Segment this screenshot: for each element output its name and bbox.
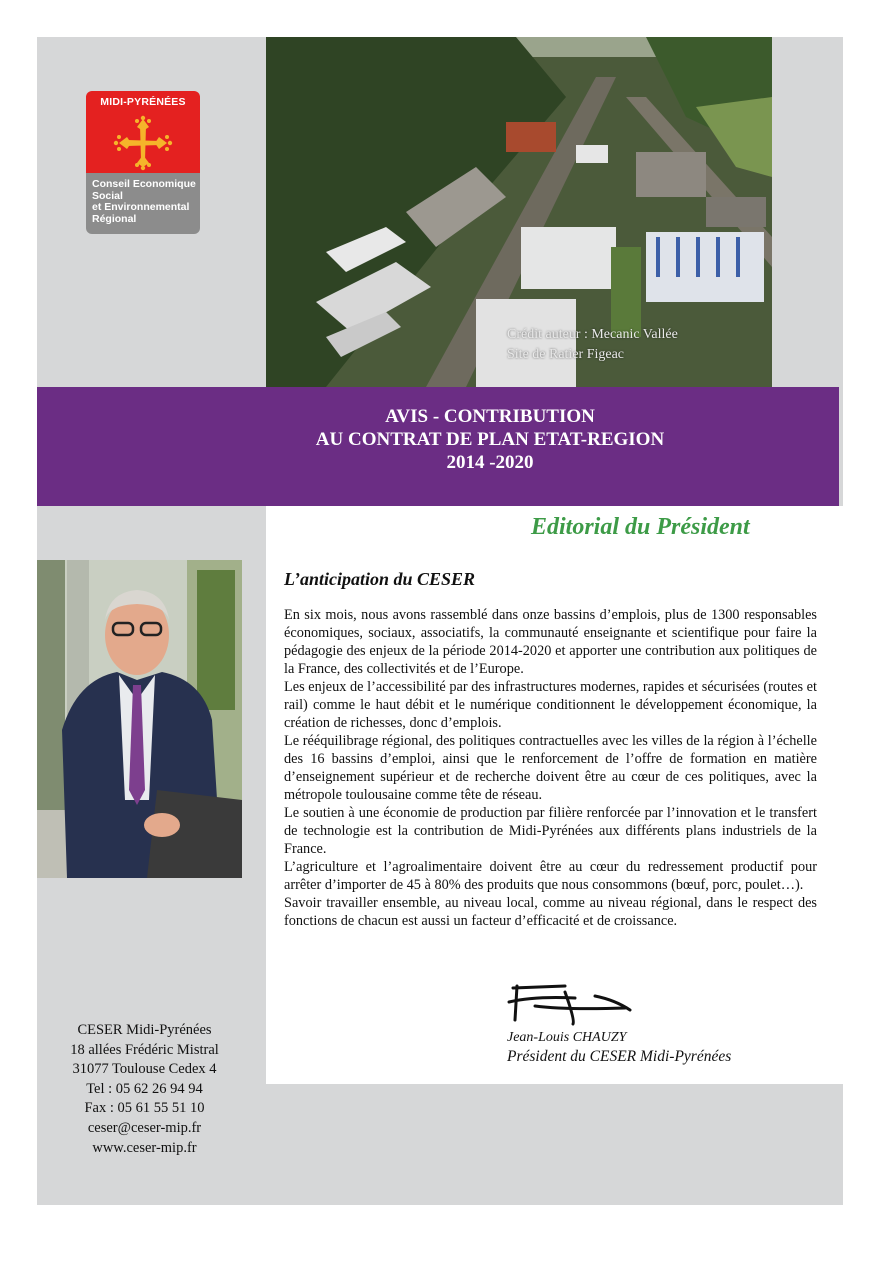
- banner-line-3: 2014 -2020: [446, 452, 534, 473]
- banner-title: [37, 405, 881, 474]
- body-paragraph: Les enjeux de l’accessibilité par des infrastructures modernes, rapides et sécurisées (routes et rail) comme le haut débit et le numérique conditionnent le développement économique, la création de richesses, donc d’emplois.: [284, 679, 817, 731]
- handwritten-signature: [505, 980, 645, 1030]
- editorial-subtitle: L’anticipation du CESER: [284, 569, 476, 589]
- logo-subtitle: [92, 179, 198, 225]
- editorial-heading: Editorial du Président: [531, 514, 750, 540]
- occitan-cross-icon: [113, 115, 173, 171]
- address-line: 31077 Toulouse Cedex 4: [72, 1061, 217, 1078]
- editorial-body: [284, 606, 817, 930]
- logo-name: MIDI-PYRÉNÉES: [100, 96, 186, 108]
- body-paragraph: Le soutien à une économie de production par filière renforcée par l’innovation et le transfert de technologie est la contribution de Midi-Pyrénées aux différents plans industriels de la France.: [284, 805, 817, 857]
- credit-line-1: Crédit auteur : Mecanic Vallée: [507, 327, 678, 342]
- signature-title: Président du CESER Midi-Pyrénées: [507, 1048, 732, 1065]
- logo-subtitle-line: et Environnemental: [92, 201, 190, 213]
- body-paragraph: L’agriculture et l’agroalimentaire doivent être au cœur du redressement productif pour arrêter d’importer de 45 à 80% des produits que nous consommons (bœuf, porc, poulet…).: [284, 859, 817, 893]
- phone-number: Tel : 05 62 26 94 94: [86, 1080, 203, 1097]
- title-banner: [37, 387, 839, 506]
- email-address: ceser@ceser-mip.fr: [87, 1119, 202, 1136]
- address-line: CESER Midi-Pyrénées: [77, 1022, 212, 1038]
- website-url: www.ceser-mip.fr: [92, 1139, 197, 1156]
- logo-subtitle-line: Régional: [92, 212, 137, 225]
- body-paragraph: Savoir travailler ensemble, au niveau local, comme au niveau régional, dans le respect des fonctions de chacun est aussi un facteur d’efficacité et de croissance.: [284, 895, 817, 929]
- body-paragraph: En six mois, nous avons rassemblé dans onze bassins d’emplois, plus de 1300 responsables économiques, sociaux, associatifs, la communauté enseignante et scientifique pour faire la pédagogie des enjeux de la période 2014-2020 et apporter une contribution aux politiques de la France, des collectivités et de l’Europe.: [284, 607, 817, 677]
- banner-line-2: AU CONTRAT DE PLAN ETAT-REGION: [315, 429, 665, 450]
- logo-subtitle-line: Conseil Economique: [92, 178, 196, 190]
- logo-subtitle-line: Social: [92, 189, 123, 202]
- credit-line-2: Site de Ratier Figeac: [507, 347, 625, 362]
- president-portrait: [37, 560, 242, 878]
- photo-credit: [507, 325, 678, 365]
- banner-line-1: AVIS - CONTRIBUTION: [385, 406, 595, 427]
- address-line: 18 allées Frédéric Mistral: [70, 1041, 219, 1058]
- midi-pyrenees-logo: [86, 91, 200, 234]
- body-paragraph: Le rééquilibrage régional, des politiques contractuelles avec les villes de la région à l’échelle des 16 bassins d’emploi, ainsi que le renforcement de l’offre de formation en matière d’enseignement supérieur et de recherche doivent être au cœur de ces politiques, avec la métropole toulousaine comme tête de réseau.: [284, 733, 817, 803]
- signature-name: Jean-Louis CHAUZY: [507, 1030, 627, 1045]
- fax-number: Fax : 05 61 55 51 10: [84, 1100, 205, 1117]
- contact-address: [37, 1021, 252, 1158]
